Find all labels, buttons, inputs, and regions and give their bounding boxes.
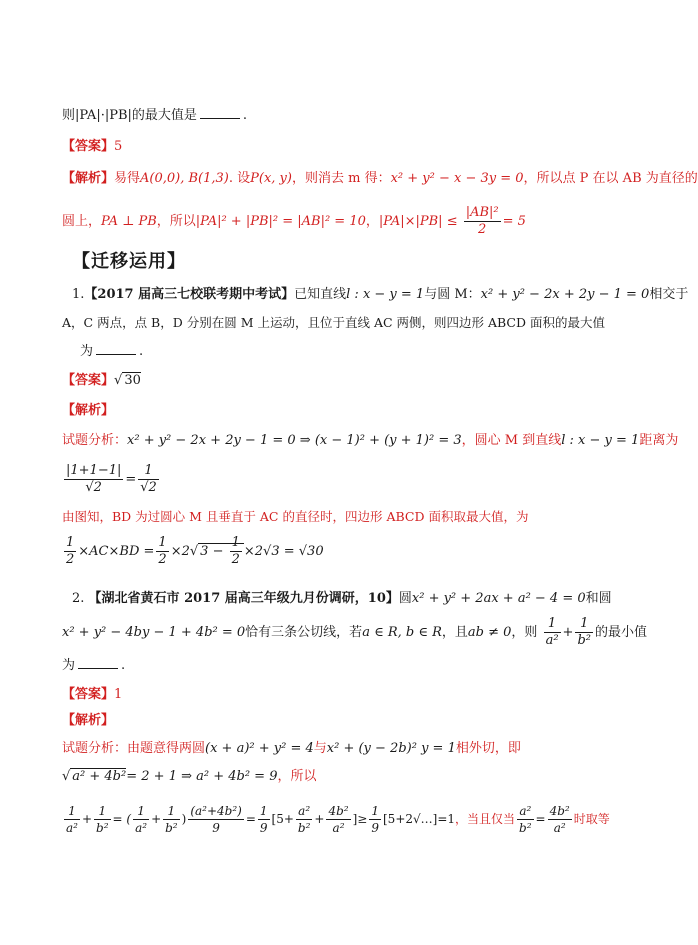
answer-line-2 xyxy=(62,686,602,704)
answer-value: 5 xyxy=(114,139,123,154)
section-title: 【迁移运用】 xyxy=(72,251,186,272)
answer-blank xyxy=(78,656,118,669)
fraction-result: $\frac{1}{√2}$ xyxy=(140,463,157,495)
analysis-line-2c: $\frac{1}{\text{a²}}$ + $\frac{1}{\text{b²}}$ = ( $\frac{1}{\text{a²}}$ + $\frac{1}{\text{b²}}$ ) $\frac{\text{(a²+4b²)}}{9}$ = $\frac{1}{9}$ [5+ $\frac{\text{a²}}{\text{b²}}$ + $\frac{\text{4b²}}{\text{a²}}$ ]≥ $\frac{1}{9}$ [5+2√…]=1，当且仅当 $\frac{\text{a²}}{\text{b²}}$ = $\frac{\text{4b²}}{\text{a²}}$ 时取等 xyxy=(66,804,610,835)
question-tail-line: 则|PA|·|PB|的最大值是 . xyxy=(62,108,248,123)
answer-line-0 xyxy=(62,138,602,156)
answer-blank xyxy=(96,342,136,355)
question-tail-text: 则|PA|·|PB|的最大值是 xyxy=(62,108,197,123)
question-source: 【2017 届高三七校联考期中考试】 xyxy=(84,287,295,302)
analysis-line-2b: √ a² + 4b²= 2 + 1 ⇒ a² + 4b² = 9，所以 xyxy=(62,769,317,784)
answer-value: 30 xyxy=(124,373,141,388)
answer-label: 【答案】 xyxy=(62,687,115,702)
analysis-line-1b: $\frac{|1+1-1|}{√2}$ = $\frac{1}{√2}$ xyxy=(66,463,157,495)
analysis-line-0a: 【解析】易得A(0,0), B(1,3). 设P(x, y)，则消去 m 得：x² + y² − x − 3y = 0，所以点 P 在以 AB 为直径的 xyxy=(62,171,698,186)
fraction-distance: $\frac{|1+1-1|}{√2}$ xyxy=(66,463,122,495)
answer-blank xyxy=(200,106,240,119)
answer-line-1: 【答案】√ 30 xyxy=(62,373,141,388)
question-2-line-2: x² + y² − 4by − 1 + 4b² = 0恰有三条公切线，若a ∈ R, b ∈ R，且ab ≠ 0，则 $\frac{1}{\text{a²}}$ + $\frac{1}{\text{b²}}$ 的最小值 xyxy=(62,616,648,648)
fraction-ab: $\frac{\text{|AB|²}}{2}$ xyxy=(465,205,499,237)
analysis-line-1c: 由图知，BD 为过圆心 M 且垂直于 AC 的直径时，四边形 ABCD 面积取最大值，为 xyxy=(62,509,529,524)
analysis-label-2: 【解析】 xyxy=(62,713,115,728)
analysis-line-1d: $\frac{1}{2}$ ×AC×BD = $\frac{1}{2}$ ×2√ 3 − $\frac{1}{2}$ ×2√3 = √30 xyxy=(66,535,324,567)
question-2-line-1: 2. 【湖北省黄石市 2017 届高三年级九月份调研，10】圆x² + y² + 2ax + a² − 4 = 0和圆 xyxy=(72,591,612,606)
analysis-line-1a: 试题分析：x² + y² − 2x + 2y − 1 = 0 ⇒ (x − 1)² + (y + 1)² = 3，圆心 M 到直线l : x − y = 1距离为 xyxy=(62,433,679,448)
answer-label: 【答案】 xyxy=(62,373,115,388)
question-1-line-2: A，C 两点，点 B，D 分别在圆 M 上运动，且位于直线 AC 两侧，则四边形 ABCD 面积的最大值 xyxy=(62,315,605,330)
answer-value: 1 xyxy=(114,687,123,702)
answer-label: 【答案】 xyxy=(62,139,115,154)
question-1-line-3: 为 . xyxy=(80,344,144,359)
question-2-line-3: 为 . xyxy=(62,658,126,673)
analysis-line-0b: 圆上，PA ⊥ PB，所以|PA|² + |PB|² = |AB|² = 10，|PA|×|PB| ≤ $\frac{\text{|AB|²}}{2}$ = 5 xyxy=(62,205,526,237)
question-1-line-1: 1.【2017 届高三七校联考期中考试】已知直线l : x − y = 1与圆 M：x² + y² − 2x + 2y − 1 = 0相交于 xyxy=(72,287,689,302)
analysis-line-2a: 试题分析：由题意得两圆(x + a)² + y² = 4与x² + (y − 2b)² y = 1相外切，即 xyxy=(62,741,521,756)
question-source: 【湖北省黄石市 2017 届高三年级九月份调研，10】 xyxy=(88,591,399,606)
analysis-label-1: 【解析】 xyxy=(62,403,115,418)
